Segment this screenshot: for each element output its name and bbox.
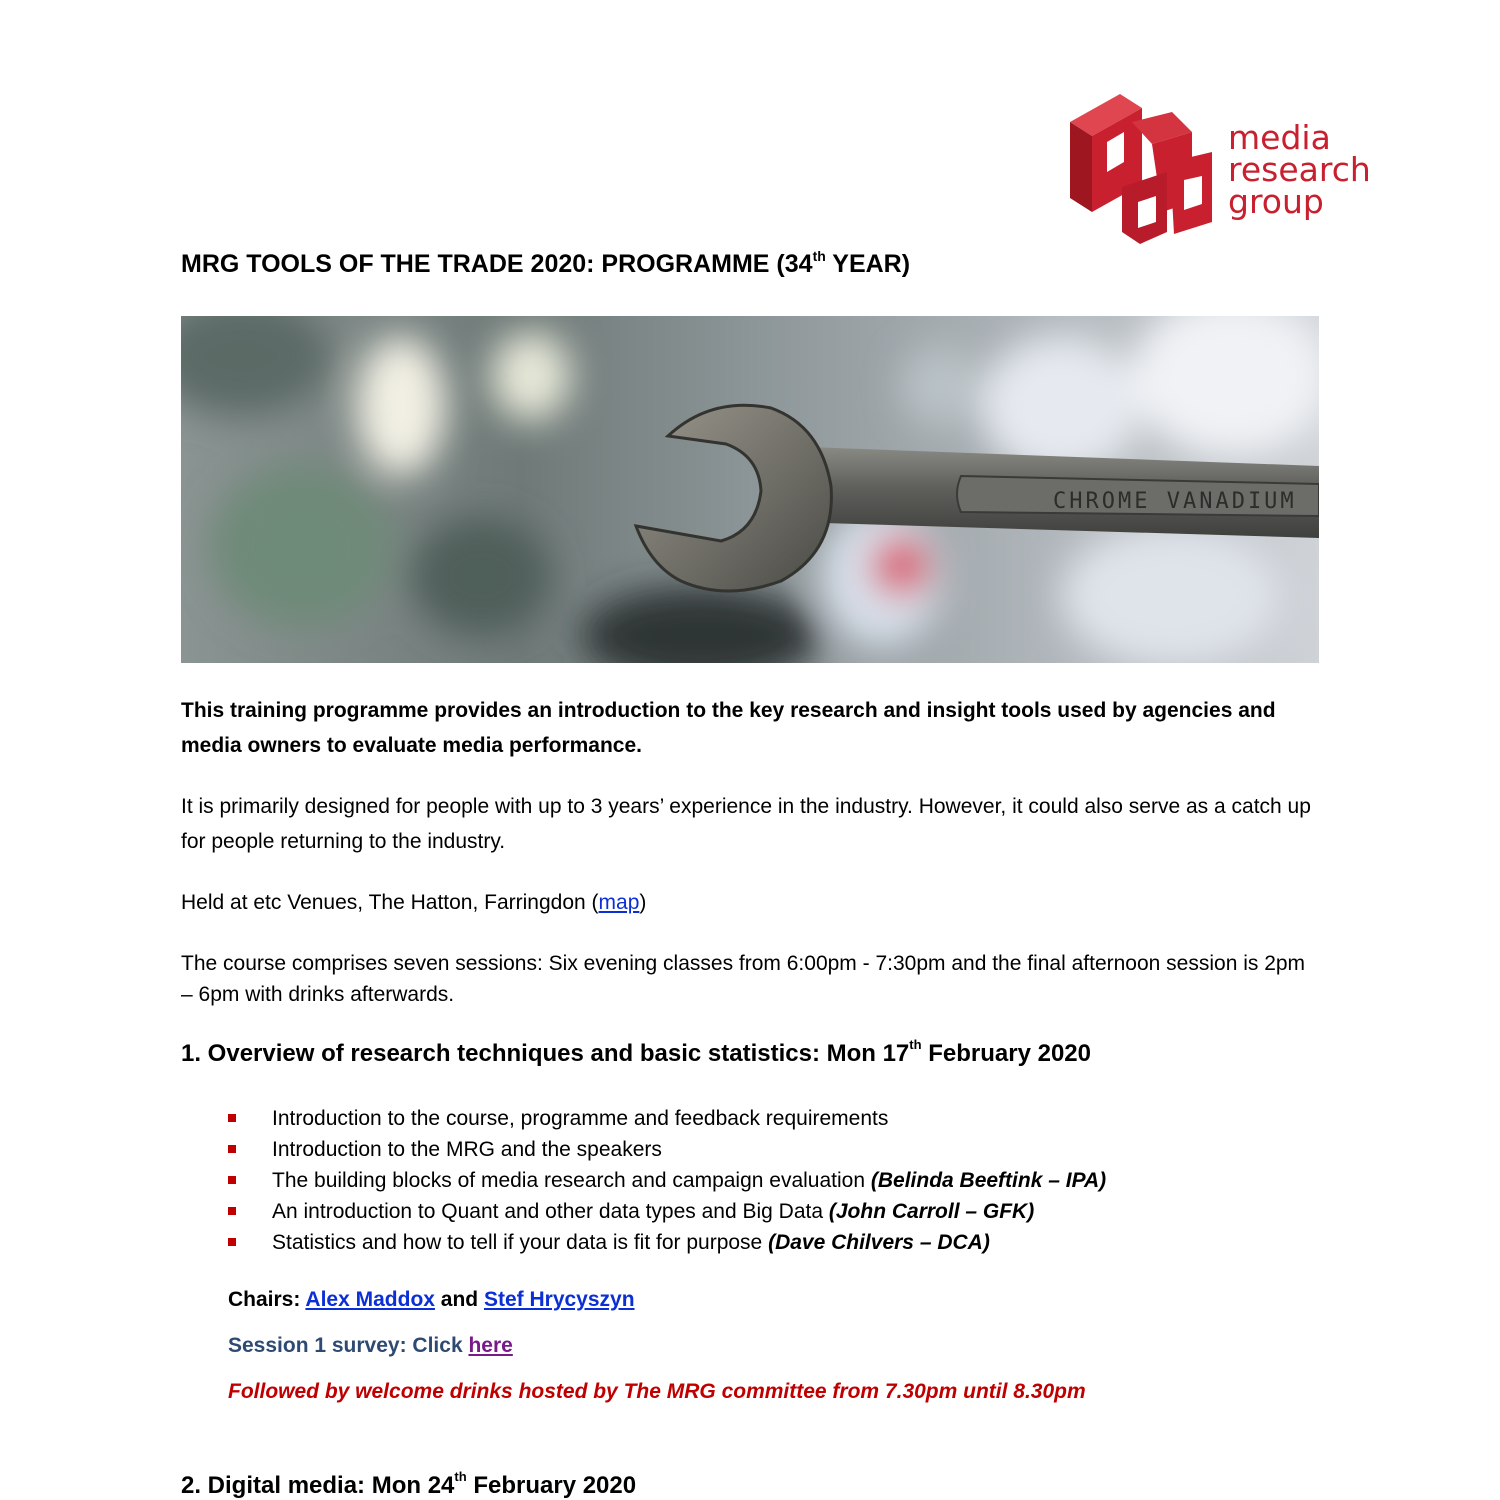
wrench-engraving: CHROME VANADIUM <box>1053 489 1297 514</box>
bullet-square-icon <box>228 1207 236 1215</box>
agenda-text: An introduction to Quant and other data types and Big Data <box>272 1200 829 1223</box>
agenda-speaker: (John Carroll – GFK) <box>828 1200 1035 1223</box>
survey-here-link[interactable]: here <box>468 1334 513 1357</box>
title-main: MRG TOOLS OF THE TRADE 2020: PROGRAMME (34 <box>181 250 813 278</box>
title-end: YEAR) <box>825 250 911 278</box>
venue-line <box>181 885 1321 920</box>
session-2-heading-end: February 2020 <box>466 1472 637 1499</box>
agenda-text: Introduction to the course, programme and feedback requirements <box>272 1107 889 1130</box>
mrg-logo <box>1062 92 1371 247</box>
mrg-logo-mark <box>1062 92 1227 247</box>
intro-audience: It is primarily designed for people with up to 3 years’ experience in the industry. However, it could also serve as a catch up for people returning to the industry. <box>181 795 1311 853</box>
survey-label: Session 1 survey: Click <box>228 1334 469 1357</box>
chair-alex-maddox-link[interactable]: Alex Maddox <box>305 1288 435 1311</box>
logo-line-group: group <box>1228 182 1324 221</box>
session-1-heading <box>181 1037 1091 1068</box>
chair-stef-hrycyszyn-link[interactable]: Stef Hrycyszyn <box>483 1288 635 1311</box>
course-schedule: The course comprises seven sessions: Six evening classes from 6:00pm - 7:30pm and the final afternoon session is 2pm – 6pm with drinks afterwards. <box>181 952 1306 1006</box>
session-1-heading-sup: th <box>909 1037 922 1052</box>
session-2-heading-sup: th <box>454 1469 467 1484</box>
agenda-speaker: (Belinda Beeftink – IPA) <box>870 1169 1107 1192</box>
intro-summary: This training programme provides an introduction to the key research and insight tools used by agencies and media owners to evaluate media performance. <box>181 699 1276 757</box>
list-item <box>228 1227 1106 1258</box>
bullet-square-icon <box>228 1114 236 1122</box>
logo-line-research: research <box>1228 150 1371 189</box>
logo-line-media: media <box>1228 118 1331 157</box>
bullet-square-icon <box>228 1238 236 1246</box>
hero-image-wrench <box>181 316 1319 663</box>
agenda-text: The building blocks of media research and campaign evaluation <box>272 1169 871 1192</box>
session-1-chairs <box>228 1288 635 1312</box>
list-item <box>228 1165 1106 1196</box>
bullet-square-icon <box>228 1176 236 1184</box>
session-1-survey <box>228 1334 513 1358</box>
session-1-heading-end: February 2020 <box>921 1040 1091 1067</box>
logo-wordmark <box>1228 118 1371 221</box>
title-sup: th <box>812 248 826 264</box>
session-1-heading-main: 1. Overview of research techniques and basic statistics: Mon 17 <box>181 1040 910 1067</box>
map-link[interactable]: map <box>598 891 640 914</box>
agenda-text: Statistics and how to tell if your data is fit for purpose <box>272 1231 769 1254</box>
session-2-heading <box>181 1469 637 1500</box>
chairs-and: and <box>434 1288 484 1311</box>
list-item <box>228 1103 1106 1134</box>
session-2-heading-main: 2. Digital media: Mon 24 <box>181 1472 455 1499</box>
bullet-square-icon <box>228 1145 236 1153</box>
session-1-drinks-note: Followed by welcome drinks hosted by The MRG committee from 7.30pm until 8.30pm <box>228 1380 1086 1403</box>
chairs-label: Chairs: <box>228 1288 306 1311</box>
session-1-agenda <box>228 1103 1106 1258</box>
page-title <box>181 250 910 279</box>
list-item <box>228 1134 1106 1165</box>
agenda-text: Introduction to the MRG and the speakers <box>272 1138 662 1161</box>
venue-close: ) <box>639 891 647 914</box>
list-item <box>228 1196 1106 1227</box>
venue-text: Held at etc Venues, The Hatton, Farringdon ( <box>181 891 599 914</box>
agenda-speaker: (Dave Chilvers – DCA) <box>768 1231 990 1254</box>
